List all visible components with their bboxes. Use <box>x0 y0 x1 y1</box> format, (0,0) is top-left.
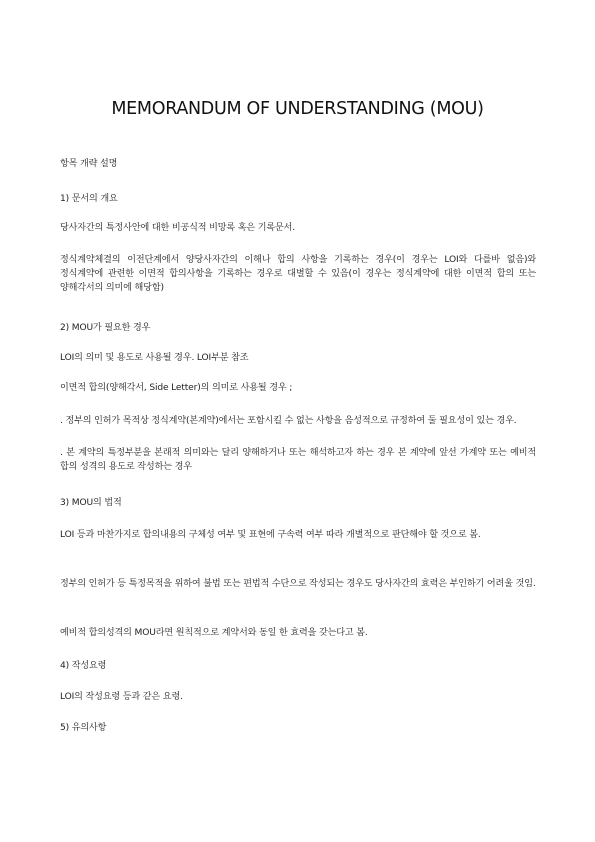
section-2-paragraph-2: 이면적 합의(양해각서, Side Letter)의 의미로 사용될 경우 ; <box>60 383 293 393</box>
section-4-paragraph-1: LOI의 작성요령 등과 같은 요령. <box>60 692 183 702</box>
section-2-bullet-1: . 정부의 인허가 목적상 정식계약(본계약)에서는 포함시킬 수 없는 사항을 음성적으로 규정하여 둘 필요성이 있는 경우. <box>60 416 517 426</box>
section-5-heading: 5) 유의사항 <box>60 723 107 733</box>
section-1-paragraph-1: 당사자간의 특정사안에 대한 비공식적 비망록 혹은 기록문서. <box>60 223 296 233</box>
outline-heading: 항목 개략 설명 <box>60 159 118 169</box>
document-title: MEMORANDUM OF UNDERSTANDING (MOU) <box>111 99 484 119</box>
section-1-heading: 1) 문서의 개요 <box>60 194 118 204</box>
section-1-paragraph-2: 정식계약체결의 이전단계에서 양당사자간의 이해나 합의 사항을 기록하는 경우(이 경우는 LOI와 다를바 없음)와 정식계약에 관련한 이면적 합의사항을 기록하는 경우로 대별할 수 있음(이 경우는 정식계약에 대한 이면적 합의 또는 양해각서의 의미에 해당함) <box>60 255 536 293</box>
section-4-heading: 4) 작성요령 <box>60 661 107 671</box>
section-3-paragraph-3: 예비적 합의성격의 MOU라면 원칙적으로 계약서와 동일 한 효력을 갖는다고 봄. <box>60 628 368 638</box>
section-3-paragraph-1: LOI 등과 마찬가지로 합의내용의 구체성 여부 및 표현에 구속력 여부 따라 개별적으로 판단해야 할 것으로 봄. <box>60 530 481 540</box>
section-2-paragraph-1: LOI의 의미 및 용도로 사용될 경우. LOI부분 참조 <box>60 353 249 363</box>
section-3-paragraph-2: 정부의 인허가 등 특정목적을 위하여 불법 또는 편법적 수단으로 작성되는 경우도 당사자간의 효력은 부인하기 어려울 것임. <box>60 579 536 589</box>
section-3-heading: 3) MOU의 법적 <box>60 498 122 508</box>
section-2-bullet-2: . 본 계약의 특정부분을 본래적 의미와는 달리 양해하거나 또는 해석하고자 하는 경우 본 계약에 앞선 가계약 또는 예비적 합의 성격의 용도로 작성하는 경우 <box>60 448 536 472</box>
section-2-heading: 2) MOU가 필요한 경우 <box>60 323 151 333</box>
